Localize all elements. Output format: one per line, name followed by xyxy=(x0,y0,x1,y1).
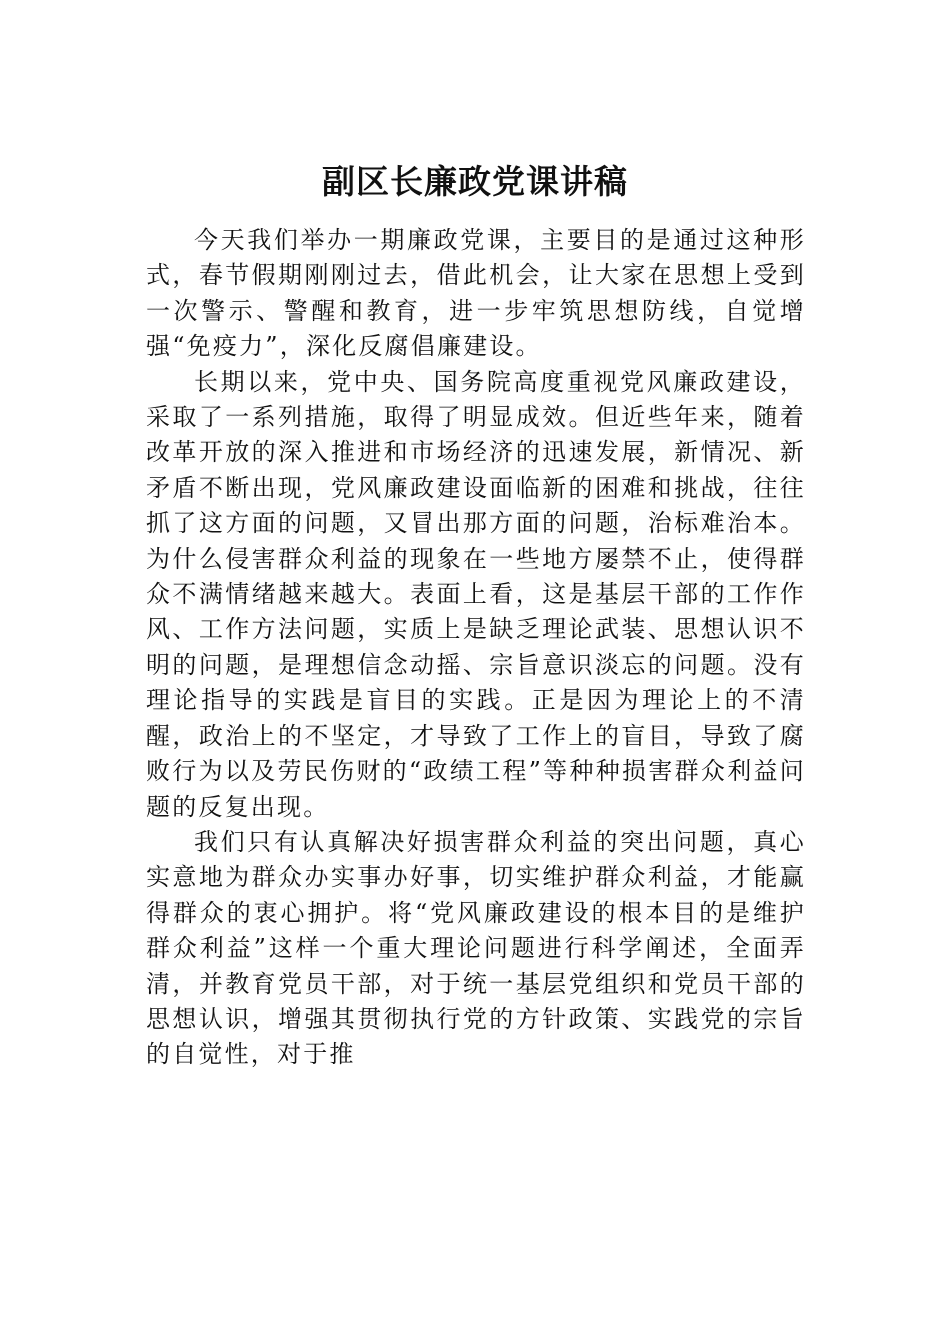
document-body xyxy=(146,223,806,1073)
document-title: 副区长廉政党课讲稿 xyxy=(322,162,628,201)
paragraph-1: 今天我们举办一期廉政党课，主要目的是通过这种形式，春节假期刚刚过去，借此机会，让大家在思想上受到一次警示、警醒和教育，进一步牢筑思想防线，自觉增强“免疫力”，深化反腐倡廉建设。 xyxy=(146,226,806,361)
paragraph-3: 我们只有认真解决好损害群众利益的突出问题，真心实意地为群众办实事办好事，切实维护群众利益，才能赢得群众的衷心拥护。将“党风廉政建设的根本目的是维护群众利益”这样一个重大理论问题进行科学阐述，全面弄清，并教育党员干部，对于统一基层党组织和党员干部的思想认识，增强其贯彻执行党的方针政策、实践党的宗旨的自觉性，对于推 xyxy=(146,827,806,1069)
paragraph-2: 长期以来，党中央、国务院高度重视党风廉政建设，采取了一系列措施，取得了明显成效。但近些年来，随着改革开放的深入推进和市场经济的迅速发展，新情况、新矛盾不断出现，党风廉政建设面临新的困难和挑战，往往抓了这方面的问题，又冒出那方面的问题，治标难治本。为什么侵害群众利益的现象在一些地方屡禁不止，使得群众不满情绪越来越大。表面上看，这是基层干部的工作作风、工作方法问题，实质上是缺乏理论武装、思想认识不明的问题，是理想信念动摇、宗旨意识淡忘的问题。没有理论指导的实践是盲目的实践。正是因为理论上的不清醒，政治上的不坚定，才导致了工作上的盲目，导致了腐败行为以及劳民伤财的“政绩工程”等种种损害群众利益问题的反复出现。 xyxy=(146,367,806,821)
